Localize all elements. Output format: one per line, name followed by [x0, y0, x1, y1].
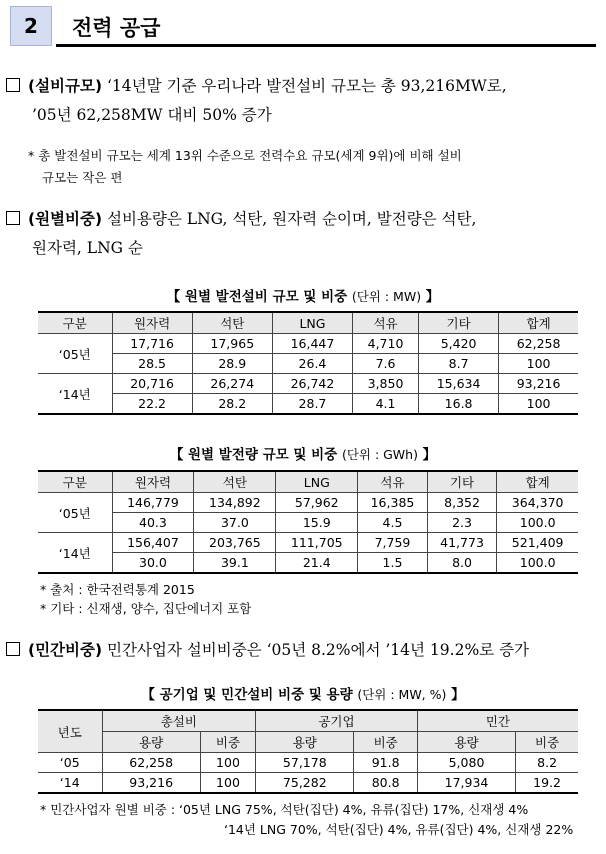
table-row — [38, 334, 578, 354]
caption-text: 【 공기업 및 민간설비 비중 및 용량 — [141, 687, 353, 703]
paragraph-text: 민간사업자 설비비중은 ‘05년 8.2%에서 ’14년 19.2%로 증가 — [102, 641, 530, 659]
value-cell: 17,934 — [417, 773, 515, 794]
value-cell: 75,282 — [256, 773, 354, 794]
table-row — [38, 394, 578, 415]
share-cell: 4.1 — [353, 394, 419, 415]
share-cell: 28.2 — [192, 394, 272, 415]
value-cell: 521,409 — [497, 533, 578, 553]
share-cell: 40.3 — [112, 513, 194, 533]
table-capacity — [38, 311, 578, 415]
table-row — [38, 513, 578, 533]
value-cell: 93,216 — [102, 773, 200, 794]
header-cell: 석유 — [358, 471, 428, 493]
subheader-cell: 용량 — [417, 732, 515, 753]
share-cell: 100 — [499, 354, 578, 374]
footnote-line: 규모는 작은 편 — [42, 170, 123, 185]
value-cell: 4,710 — [353, 334, 419, 354]
header-cell: LNG — [272, 312, 352, 334]
share-cell: 30.0 — [112, 553, 194, 574]
value-cell: 203,765 — [194, 533, 276, 553]
value-cell: 16,447 — [272, 334, 352, 354]
value-cell: 19.2 — [516, 773, 578, 794]
header-group: 민간 — [417, 710, 578, 732]
share-cell: 22.2 — [112, 394, 192, 415]
share-cell: 4.5 — [358, 513, 428, 533]
paragraph-share — [6, 205, 586, 263]
share-cell: 8.7 — [419, 354, 499, 374]
value-cell: 57,178 — [256, 753, 354, 773]
table-row — [38, 374, 578, 394]
subheader-cell: 용량 — [102, 732, 200, 753]
value-cell: 17,716 — [112, 334, 192, 354]
row-label: ‘14년 — [38, 374, 112, 415]
table-row — [38, 773, 578, 794]
caption-unit: (단위 : GWh) — [341, 447, 418, 462]
row-label: ‘14년 — [38, 533, 112, 574]
value-cell: 26,274 — [192, 374, 272, 394]
table2-caption — [0, 443, 606, 463]
value-cell: 26,742 — [272, 374, 352, 394]
header-cell: 석탄 — [194, 471, 276, 493]
caption-text: 【 원별 발전설비 규모 및 비중 — [166, 289, 348, 305]
header-cell: 구분 — [38, 471, 112, 493]
share-cell: 8.0 — [427, 553, 497, 574]
header-group: 총설비 — [102, 710, 256, 732]
value-cell: 41,773 — [427, 533, 497, 553]
value-cell: 8.2 — [516, 753, 578, 773]
table-row — [38, 354, 578, 374]
value-cell: 62,258 — [102, 753, 200, 773]
checkbox-square-icon — [6, 211, 20, 225]
caption-text: 【 원별 발전량 규모 및 비중 — [169, 447, 338, 463]
caption-close: 】 — [425, 289, 440, 305]
value-cell: 62,258 — [499, 334, 578, 354]
subheader-cell: 비중 — [354, 732, 417, 753]
value-cell: 100 — [200, 753, 255, 773]
row-label: ‘14 — [38, 773, 102, 794]
value-cell: 91.8 — [354, 753, 417, 773]
paragraph-lead: (원별비중) — [28, 210, 103, 228]
checkbox-square-icon — [6, 642, 20, 656]
value-cell: 20,716 — [112, 374, 192, 394]
footnote-line: * 기타 : 신재생, 양수, 집단에너지 포함 — [40, 601, 252, 616]
table-row — [38, 493, 578, 513]
share-cell: 28.7 — [272, 394, 352, 415]
value-cell: 5,080 — [417, 753, 515, 773]
paragraph-lead: (민간비중) — [28, 641, 103, 659]
subheader-cell: 용량 — [256, 732, 354, 753]
header-cell: LNG — [276, 471, 358, 493]
row-label: ‘05 — [38, 753, 102, 773]
paragraph-text: ‘14년말 기준 우리나라 발전설비 규모는 총 93,216MW로, — [102, 77, 507, 95]
header-cell: 기타 — [419, 312, 499, 334]
share-cell: 26.4 — [272, 354, 352, 374]
table3-caption — [0, 683, 606, 703]
section-number: 2 — [10, 6, 52, 46]
share-cell: 16.8 — [419, 394, 499, 415]
table-private-share — [38, 709, 578, 794]
value-cell: 3,850 — [353, 374, 419, 394]
share-cell: 39.1 — [194, 553, 276, 574]
header-cell: 원자력 — [112, 312, 192, 334]
footnote-line: * 민간사업자 원별 비중 : ‘05년 LNG 75%, 석탄(집단) 4%, 유류(집단) 17%, 신재생 4% — [40, 802, 529, 817]
footnote-line: * 총 발전설비 규모는 세계 13위 수준으로 전력수요 규모(세계 9위)에 비해 설비 — [28, 148, 462, 163]
table1-caption — [0, 285, 606, 305]
table-row — [38, 553, 578, 574]
value-cell: 16,385 — [358, 493, 428, 513]
header-cell: 석탄 — [192, 312, 272, 334]
value-cell: 57,962 — [276, 493, 358, 513]
header-cell: 석유 — [353, 312, 419, 334]
subheader-cell: 비중 — [200, 732, 255, 753]
value-cell: 93,216 — [499, 374, 578, 394]
value-cell: 7,759 — [358, 533, 428, 553]
subheader-cell: 비중 — [516, 732, 578, 753]
row-label: ‘05년 — [38, 493, 112, 533]
table-row — [38, 753, 578, 773]
value-cell: 364,370 — [497, 493, 578, 513]
value-cell: 15,634 — [419, 374, 499, 394]
share-cell: 7.6 — [353, 354, 419, 374]
share-cell: 28.9 — [192, 354, 272, 374]
value-cell: 156,407 — [112, 533, 194, 553]
share-cell: 100.0 — [497, 553, 578, 574]
footnote-capacity — [28, 145, 462, 189]
value-cell: 5,420 — [419, 334, 499, 354]
footnote-private — [40, 800, 573, 840]
value-cell: 80.8 — [354, 773, 417, 794]
table-row — [38, 533, 578, 553]
value-cell: 100 — [200, 773, 255, 794]
share-cell: 2.3 — [427, 513, 497, 533]
footnote-line: * 출처 : 한국전력통계 2015 — [40, 582, 195, 597]
share-cell: 21.4 — [276, 553, 358, 574]
paragraph-private — [6, 636, 586, 665]
value-cell: 8,352 — [427, 493, 497, 513]
header-cell: 기타 — [427, 471, 497, 493]
paragraph-text: 설비용량은 LNG, 석탄, 원자력 순이며, 발전량은 석탄, — [102, 210, 477, 228]
header-year: 년도 — [38, 710, 102, 753]
caption-close: 】 — [422, 447, 437, 463]
value-cell: 17,965 — [192, 334, 272, 354]
paragraph-text-cont: ’05년 62,258MW 대비 50% 증가 — [32, 106, 272, 124]
footnote-sources — [40, 580, 251, 618]
share-cell: 15.9 — [276, 513, 358, 533]
section-rule — [56, 44, 596, 47]
paragraph-lead: (설비규모) — [28, 77, 103, 95]
value-cell: 146,779 — [112, 493, 194, 513]
share-cell: 28.5 — [112, 354, 192, 374]
section-title: 전력 공급 — [72, 16, 161, 40]
header-cell: 원자력 — [112, 471, 194, 493]
footnote-line: ‘14년 LNG 70%, 석탄(집단) 4%, 유류(집단) 4%, 신재생 22% — [224, 822, 574, 837]
share-cell: 100.0 — [497, 513, 578, 533]
paragraph-capacity — [6, 72, 586, 130]
share-cell: 100 — [499, 394, 578, 415]
checkbox-square-icon — [6, 78, 20, 92]
caption-close: 】 — [451, 687, 465, 703]
share-cell: 37.0 — [194, 513, 276, 533]
share-cell: 1.5 — [358, 553, 428, 574]
caption-unit: (단위 : MW, %) — [357, 687, 447, 702]
section-header — [10, 6, 596, 48]
table-generation — [38, 470, 578, 574]
header-cell: 합계 — [499, 312, 578, 334]
value-cell: 111,705 — [276, 533, 358, 553]
value-cell: 134,892 — [194, 493, 276, 513]
paragraph-text-cont: 원자력, LNG 순 — [32, 239, 143, 257]
header-group: 공기업 — [256, 710, 418, 732]
caption-unit: (단위 : MW) — [351, 289, 422, 304]
header-cell: 구분 — [38, 312, 112, 334]
row-label: ‘05년 — [38, 334, 112, 374]
header-cell: 합계 — [497, 471, 578, 493]
